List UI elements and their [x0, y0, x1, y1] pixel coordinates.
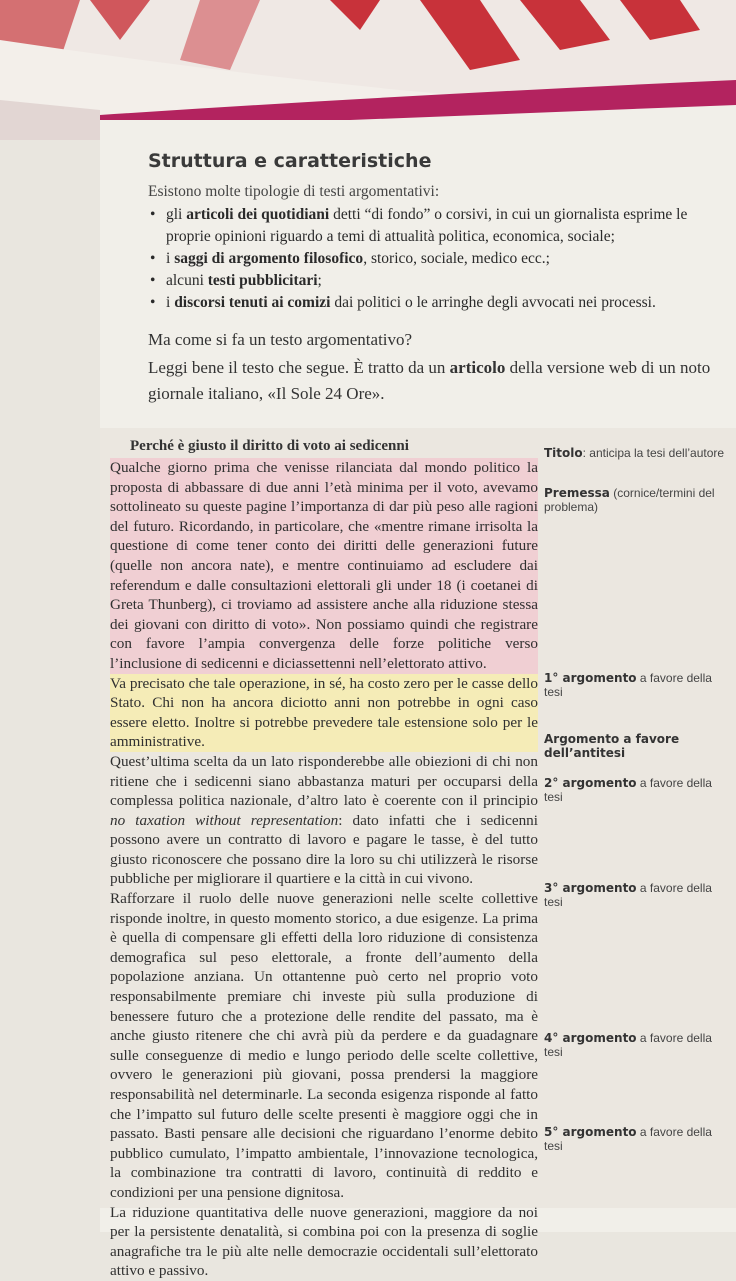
article-premise: Qualche giorno prima che venisse rilanciata dal mondo politico la proposta di abbassare di due anni l’età minima per il voto, avevamo sottolineato su queste pagine l’importanza di dar più peso alle ragioni del futuro. Ricordando, in particolare, che «mentre rimane irrisolta la questione di come tener conto dei diritti delle generazioni future (quelle non ancora nate), e mentre continuiamo ad escludere dai referendum e dalle consultazioni elettorali gli under 18 (i coetanei di Greta Thunberg), ci troviamo ad assistere anche alla riduzione stessa dei giovani con diritto di voto». Non possiamo quindi che registrare con favore l’ampia convergenza delle forze politiche verso l’inclusione di sedicenni e diciassettenni nell’elettorato attivo. [110, 459, 538, 672]
types-list [150, 204, 730, 314]
note-title: Titolo: anticipa la tesi dell’autore [544, 446, 725, 460]
note-argument-2: 2° argomento a favore della tesi [544, 776, 712, 804]
article-title: Perché è giusto il diritto di voto ai sedicenni [130, 438, 409, 454]
question: Ma come si fa un testo argomentativo? [148, 330, 413, 349]
note-argument-3: 3° argomento a favore della tesi [544, 881, 712, 909]
section-intro: Esistono molte tipologie di testi argomentativi: [148, 183, 440, 200]
note-premise: Premessa (cornice/termini del problema) [544, 486, 715, 514]
list-item: • gli articoli dei quotidiani detti “di fondo” o corsivi, in cui un giornalista esprime le proprie opinioni riguardo a temi di attualità politica, economica, sociale; [150, 204, 730, 248]
article-argument-5: La riduzione quantitativa delle nuove generazioni, maggiore da noi per la persistente denatalità, si combina poi con la presenza di soglie anagrafiche tra le più alte nelle democrazie occidentali sull’elettorato attivo e passivo. [110, 1203, 538, 1280]
list-item: • alcuni testi pubblicitari; [150, 270, 730, 292]
article-argument-1: Va precisato che tale operazione, in sé, ha costo zero per le casse dello Stato. Chi non ha ancora diciotto anni non potrebbe in ogni caso essere eletto. Inoltre si potrebbe prevedere tale estensione solo per le amministrative. [110, 674, 538, 751]
decorative-banner [0, 0, 736, 140]
section-title: Struttura e caratteristiche [148, 150, 432, 172]
lead-text: Leggi bene il testo che segue. È tratto da un articolo della versione web di un noto giornale italiano, «Il Sole 24 Ore». [148, 358, 711, 403]
note-antithesis: Argomento a favore dell’antitesi [544, 732, 680, 760]
note-argument-4: 4° argomento a favore della tesi [544, 1031, 712, 1059]
article-argument-3-4: Rafforzare il ruolo delle nuove generazioni nelle scelte collettive risponde inoltre, in questo momento storico, a due esigenze. La prima è quella di compensare gli effetti della loro riduzione di consistenza demografica sul peso elettorale, a fronte dell’aumento della popolazione anziana. Un ottantenne può certo nel proprio voto responsabilmente premiare chi investe più sulla produzione di benessere futuro che a protezione delle rendite del passato, ma è anche giusto ritenere che chi avrà più da perdere e da guadagnare sulle conseguenze di medio e lungo periodo delle scelte collettive, ovvero le generazioni più giovani, possa prendersi la maggiore responsabilità nel determinarle. La seconda esigenza risponde al fatto che l’impatto sul futuro delle scelte presenti è maggiore oggi che in passato. Basti pensare alle decisioni che riguardano l’enorme debito pubblico cumulato, l’impatto ambientale, l’innovazione tecnologica, la combinazione tra contratti di lavoro, continuità di reddito e condizioni per una pensione dignitosa. [110, 890, 538, 1201]
note-argument-5: 5° argomento a favore della tesi [544, 1125, 712, 1153]
article-body [110, 458, 538, 1281]
note-argument-1: 1° argomento a favore della tesi [544, 671, 712, 699]
list-item: • i discorsi tenuti ai comizi dai politici o le arringhe degli avvocati nei processi. [150, 292, 730, 314]
article-argument-antithesis: Quest’ultima scelta da un lato risponderebbe alle obiezioni di chi non ritiene che i sedicenni siano abbastanza maturi per occuparsi della complessa politica nazionale, d’altro lato è coerente con il principio no taxation without representation: dato infatti che i sedicenni possono avere un contratto di lavoro e pagare le tasse, è del tutto giusto riconoscere che possano dire la loro su chi utilizzerà le risorse pubbliche per migliorare il quartiere e la città in cui vivono. [110, 752, 538, 888]
list-item: • i saggi di argomento filosofico, storico, sociale, medico ecc.; [150, 248, 730, 270]
